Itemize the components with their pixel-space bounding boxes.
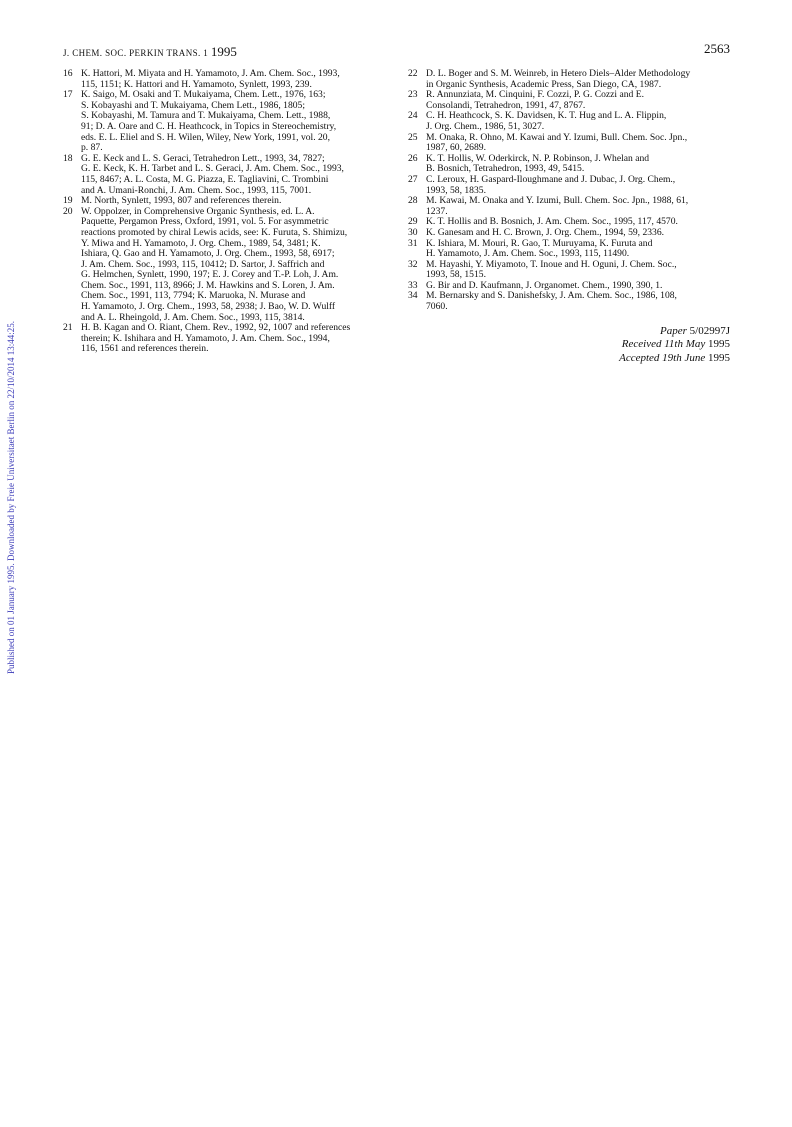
reference-number: 23 — [408, 89, 418, 101]
download-watermark[interactable]: Published on 01 January 1995. Downloaded by Freie Universitaet Berlin on 22/10/2014 13:44:25. — [6, 321, 16, 674]
reference-26 — [408, 154, 730, 175]
reference-text: M. Kawai, M. Onaka and Y. Izumi, Bull. Chem. Soc. Jpn., 1988, 61, 1237. — [426, 195, 689, 217]
reference-number: 21 — [63, 322, 73, 334]
received-year: 1995 — [708, 338, 730, 351]
reference-22 — [408, 69, 730, 90]
reference-28 — [408, 196, 730, 217]
reference-text: K. Saigo, M. Osaki and T. Mukaiyama, Chem. Lett., 1976, 163; S. Kobayashi and T. Mukaiyama, Chem Lett., 1986, 1805; S. Kobayashi, M. Tamura and T. Mukaiyama, Chem. Lett., 1988, 91; D. A. Oare and C. H. Heathcock, in Topics in Stereochemistry, eds. E. L. Eliel and S. H. Wilen, Wiley, New York, 1991, vol. 20, p. 87. — [81, 89, 337, 154]
reference-text: K. T. Hollis, W. Oderkirck, N. P. Robinson, J. Whelan and B. Bosnich, Tetrahedron, 1993, 49, 5415. — [426, 152, 650, 175]
received-label: Received — [621, 338, 662, 351]
reference-number: 26 — [408, 152, 418, 164]
reference-34 — [408, 291, 730, 312]
journal-name: J. CHEM. SOC. PERKIN TRANS. 1 — [63, 48, 209, 58]
reference-text: K. Hattori, M. Miyata and H. Yamamoto, J. Am. Chem. Soc., 1993, 115, 1151; K. Hattori and H. Yamamoto, Synlett, 1993, 239. — [81, 68, 340, 90]
reference-number: 19 — [63, 195, 73, 207]
reference-30 — [408, 228, 730, 239]
reference-number: 17 — [63, 89, 73, 101]
reference-text: C. Leroux, H. Gaspard-Iloughmane and J. Dubac, J. Org. Chem., 1993, 58, 1835. — [426, 173, 676, 196]
reference-27 — [408, 175, 730, 196]
reference-number: 24 — [408, 110, 418, 122]
reference-number: 29 — [408, 216, 418, 228]
reference-text: G. Bir and D. Kaufmann, J. Organomet. Chem., 1990, 390, 1. — [426, 279, 663, 291]
references-column-left — [63, 69, 385, 355]
reference-text: D. L. Boger and S. M. Weinreb, in Hetero Diels–Alder Methodology in Organic Synthesis, Academic Press, San Diego, CA, 1987. — [426, 68, 691, 90]
reference-number: 31 — [408, 237, 418, 249]
reference-number: 27 — [408, 173, 418, 185]
receipt-block — [408, 325, 730, 366]
reference-23 — [408, 90, 730, 111]
reference-text: C. H. Heathcock, S. K. Davidsen, K. T. Hug and L. A. Flippin, J. Org. Chem., 1986, 51, 3027. — [426, 110, 667, 132]
received-date: 11th May — [664, 338, 706, 351]
accepted-line — [408, 352, 730, 366]
reference-32 — [408, 260, 730, 281]
reference-text: K. Ganesam and H. C. Brown, J. Org. Chem., 1994, 59, 2336. — [426, 226, 665, 238]
running-header — [63, 44, 237, 60]
reference-number: 22 — [408, 68, 418, 79]
reference-text: K. Ishiara, M. Mouri, R. Gao, T. Muruyama, K. Furuta and H. Yamamoto, J. Am. Chem. Soc., 1993, 115, 11490. — [426, 237, 653, 260]
reference-16 — [63, 69, 385, 90]
reference-text: M. Bernarsky and S. Danishefsky, J. Am. Chem. Soc., 1986, 108, 7060. — [426, 290, 677, 313]
accepted-year: 1995 — [708, 351, 730, 364]
reference-number: 16 — [63, 68, 73, 79]
paper-id: 5/02997J — [689, 324, 730, 337]
page-number: 2563 — [704, 41, 730, 56]
paper-line — [408, 325, 730, 339]
reference-text: M. Hayashi, Y. Miyamoto, T. Inoue and H. Oguni, J. Chem. Soc., 1993, 58, 1515. — [426, 258, 677, 281]
reference-21 — [63, 323, 385, 355]
reference-number: 32 — [408, 258, 418, 270]
reference-text: M. Onaka, R. Ohno, M. Kawai and Y. Izumi, Bull. Chem. Soc. Jpn., 1987, 60, 2689. — [426, 131, 688, 154]
accepted-date: 19th June — [662, 351, 706, 364]
reference-31 — [408, 239, 730, 260]
reference-text: W. Oppolzer, in Comprehensive Organic Synthesis, ed. L. A. Paquette, Pergamon Press, Oxford, 1991, vol. 5. For asymmetric reactions promoted by chiral Lewis acids, see: K. Furuta, S. Shimizu, Y. Miwa and H. Yamamoto, J. Org. Chem., 1989, 54, 3481; K. Ishiara, Q. Gao and H. Yamamoto, J. Org. Chem., 1993, 58, 6917; J. Am. Chem. Soc., 1993, 115, 10412; D. Sartor, J. Saffrich and G. Helmchen, Synlett, 1990, 197; E. J. Corey and T.-P. Loh, J. Am. Chem. Soc., 1991, 113, 8966; J. M. Hawkins and S. Loren, J. Am. Chem. Soc., 1991, 113, 7794; K. Maruoka, N. Murase and H. Yamamoto, J. Org. Chem., 1993, 58, 2938; J. Bao, W. D. Wulff and A. L. Rheingold, J. Am. Chem. Soc., 1993, 115, 3814. — [81, 205, 348, 323]
reference-17 — [63, 90, 385, 154]
reference-text: M. North, Synlett, 1993, 807 and references therein. — [81, 195, 282, 207]
reference-text: K. T. Hollis and B. Bosnich, J. Am. Chem. Soc., 1995, 117, 4570. — [426, 216, 678, 228]
references-column-right — [408, 69, 730, 365]
reference-24 — [408, 111, 730, 132]
accepted-label: Accepted — [619, 351, 660, 364]
reference-20 — [63, 207, 385, 324]
reference-text: G. E. Keck and L. S. Geraci, Tetrahedron Lett., 1993, 34, 7827; G. E. Keck, K. H. Tarbet and L. S. Geraci, J. Am. Chem. Soc., 1993, 115, 8467; A. L. Costa, M. G. Piazza, E. Tagliavini, C. Trombini and A. Umani-Ronchi, J. Am. Chem. Soc., 1993, 115, 7001. — [81, 152, 344, 196]
reference-number: 20 — [63, 205, 73, 217]
reference-text: H. B. Kagan and O. Riant, Chem. Rev., 1992, 92, 1007 and references therein; K. Ishihara and H. Yamamoto, J. Am. Chem. Soc., 1994, 116, 1561 and references therein. — [81, 322, 351, 355]
reference-text: R. Annunziata, M. Cinquini, F. Cozzi, P. G. Cozzi and E. Consolandi, Tetrahedron, 1991, 47, 8767. — [426, 89, 645, 111]
reference-18 — [63, 154, 385, 196]
reference-number: 30 — [408, 226, 418, 238]
paper-label: Paper — [660, 324, 687, 337]
reference-number: 33 — [408, 279, 418, 291]
reference-number: 34 — [408, 290, 418, 302]
reference-number: 28 — [408, 195, 418, 207]
reference-number: 18 — [63, 152, 73, 164]
journal-year: 1995 — [210, 44, 237, 59]
reference-number: 25 — [408, 131, 418, 143]
reference-25 — [408, 133, 730, 154]
received-line — [408, 338, 730, 352]
